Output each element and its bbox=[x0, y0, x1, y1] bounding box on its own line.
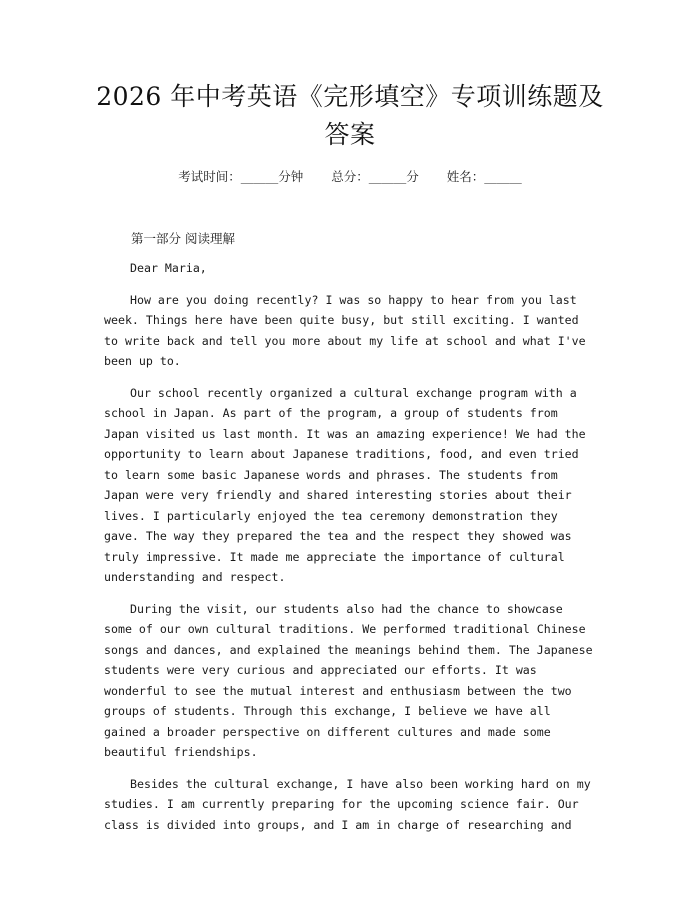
letter-body bbox=[104, 258, 596, 846]
paragraph: During the visit, our students also had the chance to showcase some of our own cultural traditions. We performed traditional Chinese songs and dances, and explained the meanings behind them. The Japanese students were very curious and appreciated our efforts. It was wonderful to see the mutual interest and enthusiasm between the two groups of students. Through this exchange, I believe we have all gained a broader perspective on different cultures and made some beautiful friendships. bbox=[104, 601, 593, 759]
paragraph: How are you doing recently? I was so happy to hear from you last week. Things here have been quite busy, but still exciting. I wanted to write back and tell you more about my life at school and what I've been up to. bbox=[104, 292, 586, 368]
paragraph: Our school recently organized a cultural exchange program with a school in Japan. As part of the program, a group of students from Japan visited us last month. It was an amazing experience! We had the opportunity to learn about Japanese traditions, food, and even tried to learn some basic Japanese words and phrases. The students from Japan were very friendly and shared interesting stories about their lives. I particularly enjoyed the tea ceremony demonstration they gave. The way they prepared the tea and the respect they showed was truly impressive. It made me appreciate the importance of cultural understanding and respect. bbox=[104, 385, 586, 584]
letter-greeting: Dear Maria, bbox=[130, 261, 207, 275]
exam-name-field: 姓名：______ bbox=[446, 169, 522, 184]
paragraph: Besides the cultural exchange, I have also been working hard on my studies. I am currently preparing for the upcoming science fair. Our class is divided into groups, and I am in charge of researching and bbox=[104, 776, 591, 832]
exam-time-field: 考试时间：______分钟 bbox=[178, 169, 304, 184]
document-title: 2026 年中考英语《完形填空》专项训练题及答案 bbox=[96, 82, 604, 149]
exam-score-field: 总分：______分 bbox=[331, 169, 419, 184]
section-title: 第一部分 阅读理解 bbox=[131, 231, 235, 246]
exam-meta-line bbox=[0, 168, 700, 186]
